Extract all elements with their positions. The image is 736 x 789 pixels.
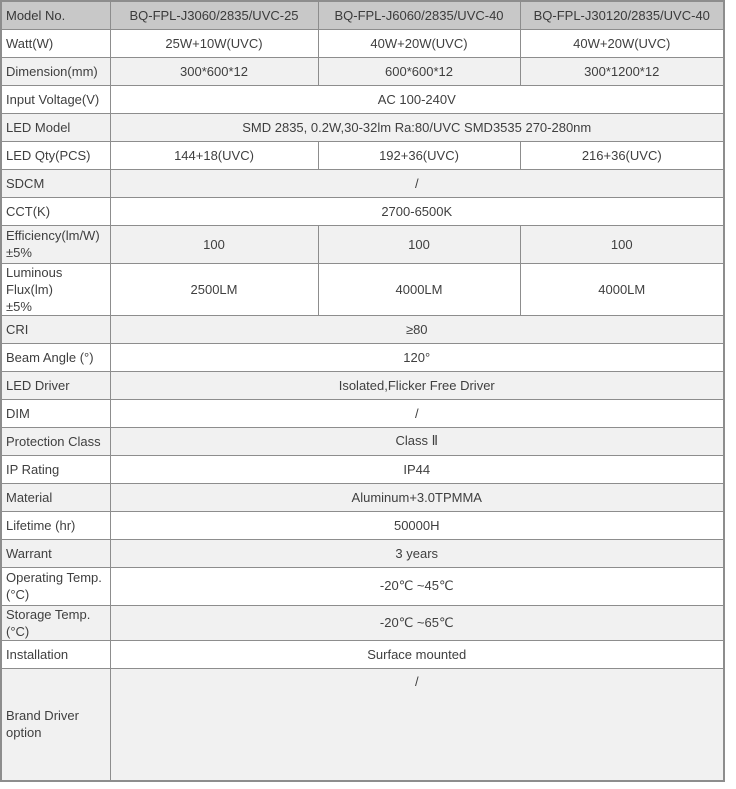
spec-value-span: 50000H (110, 511, 724, 539)
table-row (1, 141, 724, 169)
row-label-line1: CRI (6, 321, 29, 337)
row-label-line2: ±5% (6, 245, 32, 260)
spec-value-span: Aluminum+3.0TPMMA (110, 483, 724, 511)
row-label (1, 399, 110, 427)
spec-value: 2500LM (110, 263, 318, 315)
row-label (1, 640, 110, 668)
table-row (1, 427, 724, 455)
row-label (1, 197, 110, 225)
row-label-line1: LED Model (6, 119, 71, 135)
table-row (1, 455, 724, 483)
row-label (1, 113, 110, 141)
row-label-line1: SDCM (6, 175, 45, 191)
table-row (1, 511, 724, 539)
row-label-line1: Material (6, 489, 53, 505)
table-row (1, 85, 724, 113)
row-label (1, 567, 110, 605)
row-label-line1: Efficiency(lm/W) (6, 228, 100, 243)
row-label-line1: Brand Driver option (6, 708, 79, 741)
table-row (1, 263, 724, 315)
row-label-line1: Storage Temp.(°C) (6, 606, 91, 639)
row-label (1, 141, 110, 169)
spec-value: 144+18(UVC) (110, 141, 318, 169)
row-label (1, 427, 110, 455)
spec-value: 600*600*12 (318, 57, 520, 85)
row-label-line1: Lifetime (hr) (6, 517, 76, 533)
table-row (1, 567, 724, 605)
row-label-line1: Dimension(mm) (6, 63, 98, 79)
row-label (1, 605, 110, 640)
spec-value: 100 (520, 225, 724, 263)
spec-value: 4000LM (520, 263, 724, 315)
spec-value: 300*1200*12 (520, 57, 724, 85)
row-label (1, 511, 110, 539)
row-label (1, 315, 110, 343)
row-label (1, 169, 110, 197)
row-label-line1: CCT(K) (6, 203, 51, 219)
row-label-line2: (°C) (6, 587, 30, 602)
row-label-line1: Input Voltage(V) (6, 91, 100, 107)
table-row (1, 483, 724, 511)
spec-value-span: -20℃ ~45℃ (110, 567, 724, 605)
table-row (1, 57, 724, 85)
row-label (1, 57, 110, 85)
row-label-line1: Installation (6, 646, 69, 662)
row-label (1, 668, 110, 781)
header-model-column: BQ-FPL-J6060/2835/UVC-40 (318, 1, 520, 29)
row-label (1, 343, 110, 371)
table-row (1, 399, 724, 427)
spec-value-span: ≥80 (110, 315, 724, 343)
table-row (1, 169, 724, 197)
table-row (1, 605, 724, 640)
spec-value: 216+36(UVC) (520, 141, 724, 169)
row-label-line2: ±5% (6, 298, 32, 314)
row-label-line1: LED Qty(PCS) (6, 147, 91, 163)
row-label (1, 29, 110, 57)
table-row (1, 225, 724, 263)
row-label (1, 263, 110, 315)
spec-value: 40W+20W(UVC) (520, 29, 724, 57)
row-label (1, 225, 110, 263)
spec-value-span: 3 years (110, 539, 724, 567)
header-model-column: BQ-FPL-J3060/2835/UVC-25 (110, 1, 318, 29)
spec-value-span: AC 100-240V (110, 85, 724, 113)
spec-value-span: Isolated,Flicker Free Driver (110, 371, 724, 399)
spec-value-span: 120° (110, 343, 724, 371)
table-row (1, 29, 724, 57)
spec-value-span: IP44 (110, 455, 724, 483)
header-model-column: BQ-FPL-J30120/2835/UVC-40 (520, 1, 724, 29)
row-label-line1: Watt(W) (6, 35, 54, 51)
spec-value: 100 (318, 225, 520, 263)
table-row (1, 668, 724, 781)
spec-value-span: SMD 2835, 0.2W,30-32lm Ra:80/UVC SMD3535 270-280nm (110, 113, 724, 141)
row-label-line1: Luminous Flux(lm) (6, 264, 63, 297)
row-label (1, 371, 110, 399)
spec-value-span: -20℃ ~65℃ (110, 605, 724, 640)
table-row (1, 315, 724, 343)
row-label (1, 455, 110, 483)
spec-value: 300*600*12 (110, 57, 318, 85)
row-label (1, 539, 110, 567)
row-label (1, 85, 110, 113)
spec-value: 100 (110, 225, 318, 263)
row-label-line1: Warrant (6, 545, 52, 561)
spec-value-span: / (110, 169, 724, 197)
spec-value: 25W+10W(UVC) (110, 29, 318, 57)
row-label-line1: Protection Class (6, 433, 101, 449)
spec-value-span: Surface mounted (110, 640, 724, 668)
spec-value-span: 2700-6500K (110, 197, 724, 225)
header-row (1, 1, 724, 29)
spec-value: 4000LM (318, 263, 520, 315)
row-label-line1: IP Rating (6, 461, 60, 477)
row-label (1, 483, 110, 511)
row-label-line1: Beam Angle (°) (6, 349, 94, 365)
spec-value: 192+36(UVC) (318, 141, 520, 169)
table-row (1, 343, 724, 371)
table-row (1, 539, 724, 567)
spec-value-span: Class Ⅱ (110, 427, 724, 455)
table-row (1, 197, 724, 225)
spec-value-span: / (110, 668, 724, 781)
row-label-line1: DIM (6, 405, 30, 421)
spec-value-span: / (110, 399, 724, 427)
row-label-line1: LED Driver (6, 377, 70, 393)
table-row (1, 371, 724, 399)
table-row (1, 113, 724, 141)
spec-value: 40W+20W(UVC) (318, 29, 520, 57)
table-row (1, 640, 724, 668)
header-model-no-label: Model No. (1, 1, 110, 29)
row-label-line1: Operating Temp. (6, 570, 102, 585)
spec-table-body (1, 29, 724, 781)
